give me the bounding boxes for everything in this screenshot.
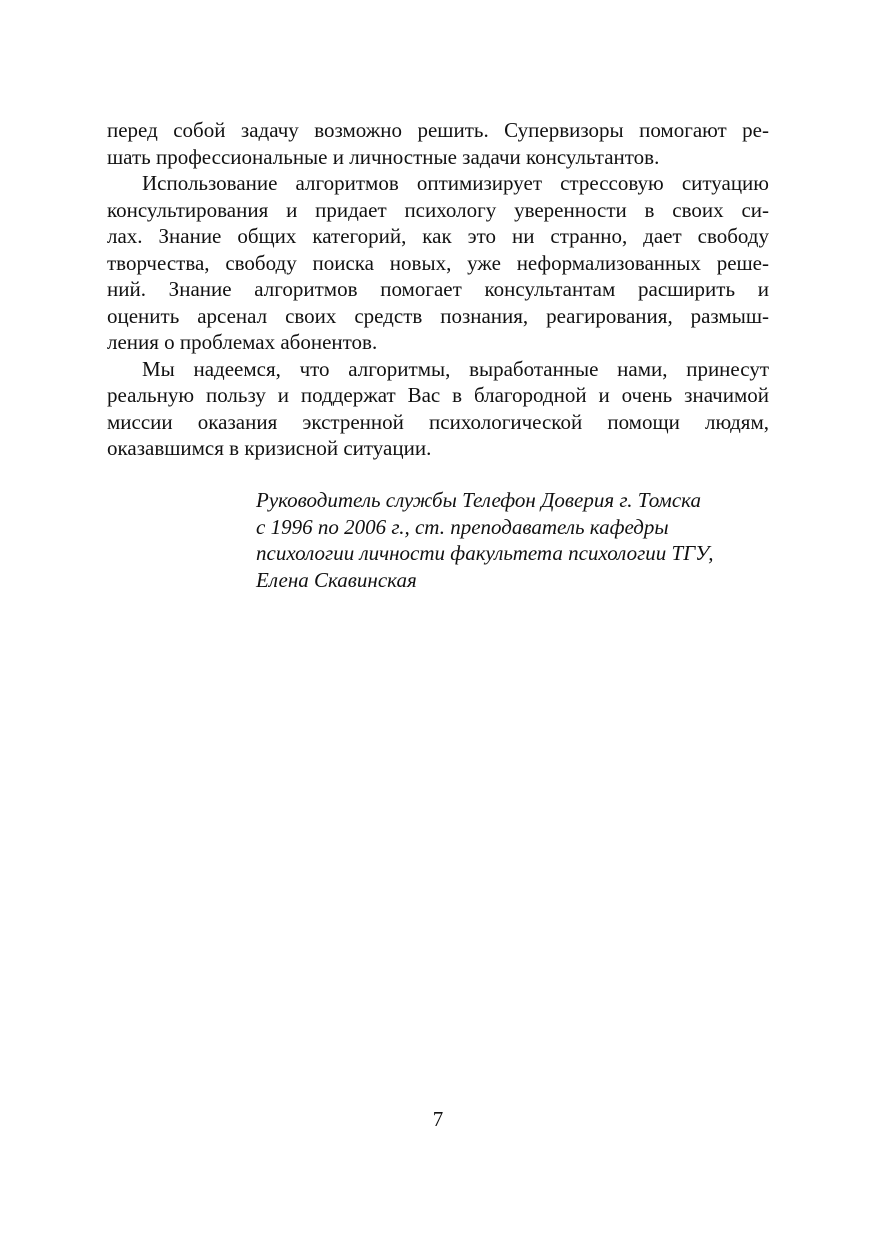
paragraph-line: Использование алгоритмов оптимизирует стрессовую ситуацию: [142, 171, 769, 195]
paragraph-line: перед собой задачу возможно решить. Супервизоры помогают ре-: [107, 118, 769, 142]
paragraph-line: творчества, свободу поиска новых, уже неформализованных реше-: [107, 250, 769, 275]
paragraph-line: лах. Знание общих категорий, как это ни странно, дает свободу: [107, 224, 769, 248]
signature-line: Елена Скавинская: [256, 567, 417, 592]
body-text: [107, 117, 769, 462]
paragraph-line: консультирования и придает психологу уверенности в своих си-: [107, 197, 769, 222]
paragraph-line: Мы надеемся, что алгоритмы, выработанные нами, принесут: [142, 356, 769, 381]
signature-line: с 1996 по 2006 г., ст. преподаватель кафедры: [256, 514, 669, 539]
paragraph-line: реальную пользу и поддержат Вас в благородной и очень значимой: [107, 383, 769, 407]
paragraph-line: миссии оказания экстренной психологической помощи людям,: [107, 409, 769, 434]
page-number: 7: [432, 1107, 444, 1131]
paragraph-1: [107, 117, 769, 170]
signature-line: психологии личности факультета психологии ТГУ,: [256, 541, 714, 565]
paragraph-line: оценить арсенал своих средств познания, реагирования, размыш-: [107, 303, 769, 328]
paragraph-3: [107, 356, 769, 462]
author-signature: [256, 487, 776, 593]
paragraph-2: [107, 170, 769, 356]
paragraph-line: ний. Знание алгоритмов помогает консультантам расширить и: [107, 277, 769, 301]
paragraph-line: шать профессиональные и личностные задачи консультантов.: [107, 144, 660, 169]
signature-line: Руководитель службы Телефон Доверия г. Томска: [256, 488, 701, 512]
paragraph-line: ления о проблемах абонентов.: [107, 330, 378, 354]
paragraph-line: оказавшимся в кризисной ситуации.: [107, 436, 432, 460]
